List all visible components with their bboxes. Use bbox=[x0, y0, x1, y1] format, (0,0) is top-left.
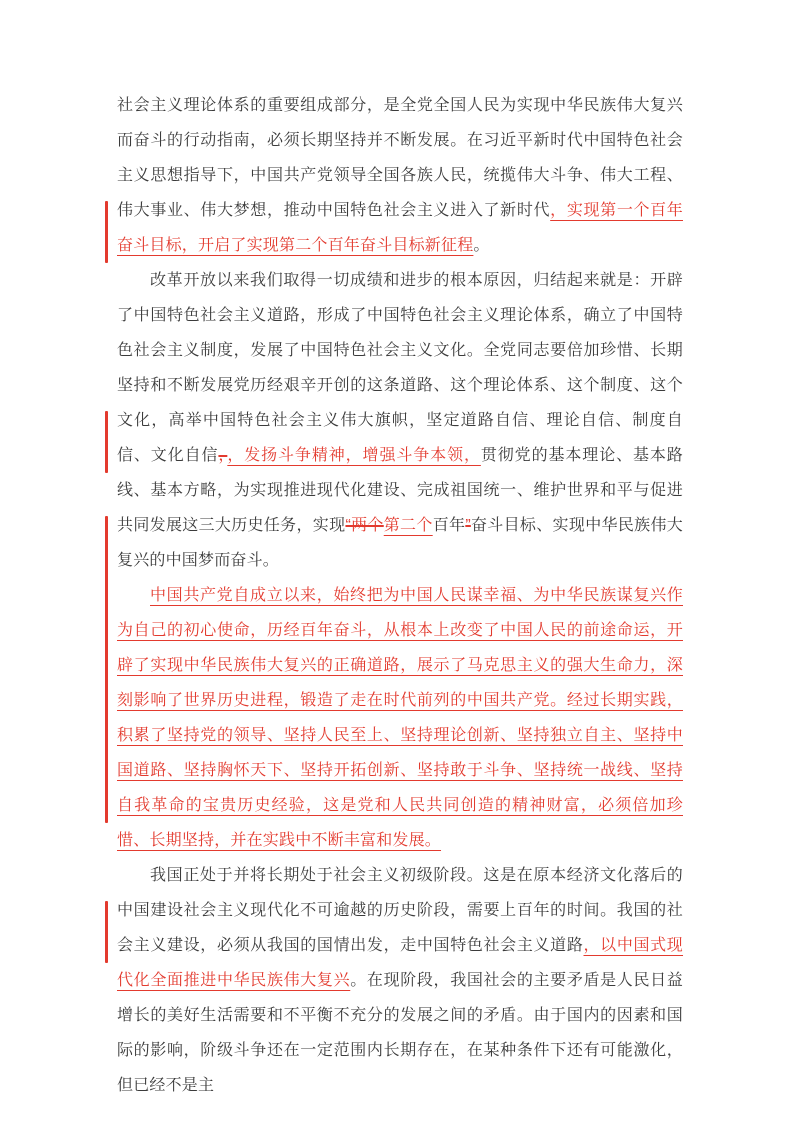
body-text-run: 百年 bbox=[432, 517, 466, 534]
paragraph[interactable] bbox=[117, 578, 683, 858]
paragraph[interactable] bbox=[117, 263, 683, 578]
tracked-insertion-text: ，发扬斗争精神，增强斗争本领， bbox=[227, 447, 481, 464]
paragraph[interactable] bbox=[117, 858, 683, 1103]
body-text-run: 。 bbox=[473, 237, 490, 254]
tracked-deletion-text: ” bbox=[465, 517, 471, 534]
document-text[interactable] bbox=[117, 88, 683, 1103]
body-text-run: 。在现阶段，我国社会的主要矛盾是人民日益增长的美好生活需要和不平衡不充分的发展之间的矛盾。由于国内的因素和国际的影响，阶级斗争还在一定范围内长期存在，在某种条件下还有可能激化，但已经不是主 bbox=[117, 972, 683, 1094]
tracked-insertion-text: ，以中国式现代化全面推进中华民族伟大复兴 bbox=[117, 937, 684, 989]
body-text-run: 奋斗目标、实现中华民族伟大复兴的中国梦而奋斗。 bbox=[117, 517, 683, 569]
tracked-deletion-text: ， bbox=[218, 447, 228, 464]
tracked-insertion-text: 第二个 bbox=[383, 517, 433, 534]
tracked-deletion-text: “两个 bbox=[345, 517, 384, 534]
revision-change-bar bbox=[105, 201, 108, 263]
tracked-insertion-text: 中国共产党自成立以来，始终把为中国人民谋幸福、为中华民族谋复兴作为自己的初心使命，历经百年奋斗，从根本上改变了中国人民的前途命运，开辟了实现中华民族伟大复兴的正确道路，展示了马克思主义的强大生命力，深刻影响了世界历史进程，锻造了走在时代前列的中国共产党。经过长期实践，积累了坚持党的领导、坚持人民至上、坚持理论创新、坚持独立自主、坚持中国道路、坚持胸怀天下、坚持开拓创新、坚持敢于斗争、坚持统一战线、坚持自我革命的宝贵历史经验，这是党和人民共同创造的精神财富，必须倍加珍惜、长期坚持，并在实践中不断丰富和发展。 bbox=[117, 587, 683, 849]
body-text-run: 我国正处于并将长期处于社会主义初级阶段。这是在原本经济文化落后的中国建设社会主义现代化不可逾越的历史阶段，需要上百年的时间。我国的社会主义建设，必须从我国的国情出发，走中国特色社会主义道路 bbox=[117, 867, 683, 954]
body-text-run: 改革开放以来我们取得一切成绩和进步的根本原因，归结起来就是：开辟了中国特色社会主义道路，形成了中国特色社会主义理论体系，确立了中国特色社会主义制度，发展了中国特色社会主义文化。全党同志要倍加珍惜、长期坚持和不断发展党历经艰辛开创的这条道路、这个理论体系、这个制度、这个文化，高举中国特色社会主义伟大旗帜，坚定道路自信、理论自信、制度自信、文化自信 bbox=[117, 272, 683, 464]
revision-change-bar bbox=[105, 411, 108, 473]
body-text-run: 社会主义理论体系的重要组成部分，是全党全国人民为实现中华民族伟大复兴而奋斗的行动指南，必须长期坚持并不断发展。在习近平新时代中国特色社会主义思想指导下，中国共产党领导全国各族人民，统揽伟大斗争、伟大工程、伟大事业、伟大梦想，推动中国特色社会主义进入了新时代 bbox=[117, 97, 683, 219]
body-text-run: 贯彻党的基本理论、基本路线、基本方略，为实现推进现代化建设、完成祖国统一、维护世界和平与促进共同发展这三大历史任务，实现 bbox=[117, 447, 683, 534]
revision-change-bar bbox=[105, 516, 108, 823]
revision-change-bar bbox=[105, 901, 108, 963]
paragraph[interactable] bbox=[117, 88, 683, 263]
tracked-insertion-text: ，实现第一个百年奋斗目标，开启了实现第二个百年奋斗目标新征程 bbox=[117, 202, 683, 254]
